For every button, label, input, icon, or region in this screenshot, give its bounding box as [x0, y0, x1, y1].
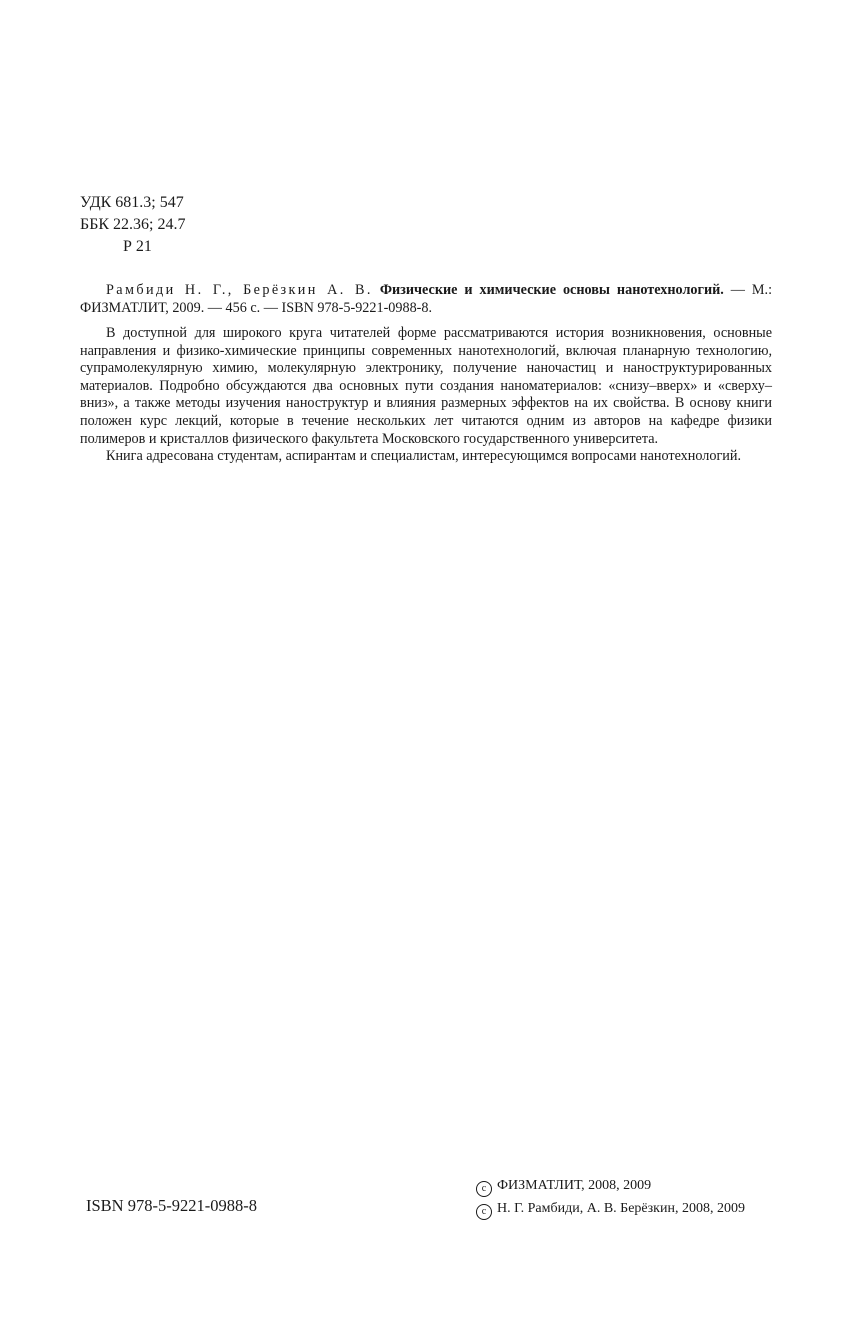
book-authors: Рамбиди Н. Г., Берёзкин А. В. [106, 282, 373, 298]
author-mark: Р 21 [123, 238, 152, 255]
bbk-code: ББК 22.36; 24.7 [80, 216, 186, 233]
udc-code: УДК 681.3; 547 [80, 194, 184, 211]
copyright-line [476, 1174, 745, 1197]
bibliographic-record [80, 281, 772, 317]
abstract-paragraph: Книга адресована студентам, аспирантам и специалистам, интересующимся вопросами нанотехнологий. [106, 448, 741, 465]
book-imprint: — М.: ФИЗМАТЛИТ, 2009. — 456 с. — ISBN 978-5-9221-0988-8. [80, 282, 773, 316]
abstract-paragraph: В доступной для широкого круга читателей форме рассматриваются история возникновения, основные направления и физико-химические принципы современных нанотехнологий, включая планарную технологию, супрамолекулярную химию, молекулярную электронику, получение наночастиц и наноструктурированных материалов. Подробно обсуждаются два основных пути создания наноматериалов: «снизу–вверх» и «сверху–вниз», а также методы изучения наноструктур и влияния размерных эффектов на их свойства. В основу книги положен курс лекций, которые в течение нескольких лет читаются одним из авторов на кафедре физики полимеров и кристаллов физического факультета Московского государственного университета. [80, 325, 772, 447]
book-title: Физические и химические основы нанотехнологий. [379, 282, 724, 298]
copyright-icon: c [476, 1181, 492, 1197]
classification-block [80, 192, 186, 258]
copyright-block [476, 1174, 745, 1220]
copyright-authors: Н. Г. Рамбиди, А. В. Берёзкин, 2008, 2009 [497, 1201, 745, 1216]
copyright-icon: c [476, 1204, 492, 1220]
copyright-publisher: ФИЗМАТЛИТ, 2008, 2009 [497, 1178, 652, 1193]
copyright-line [476, 1197, 745, 1220]
isbn-number: ISBN 978-5-9221-0988-8 [86, 1196, 257, 1215]
abstract [80, 325, 772, 466]
